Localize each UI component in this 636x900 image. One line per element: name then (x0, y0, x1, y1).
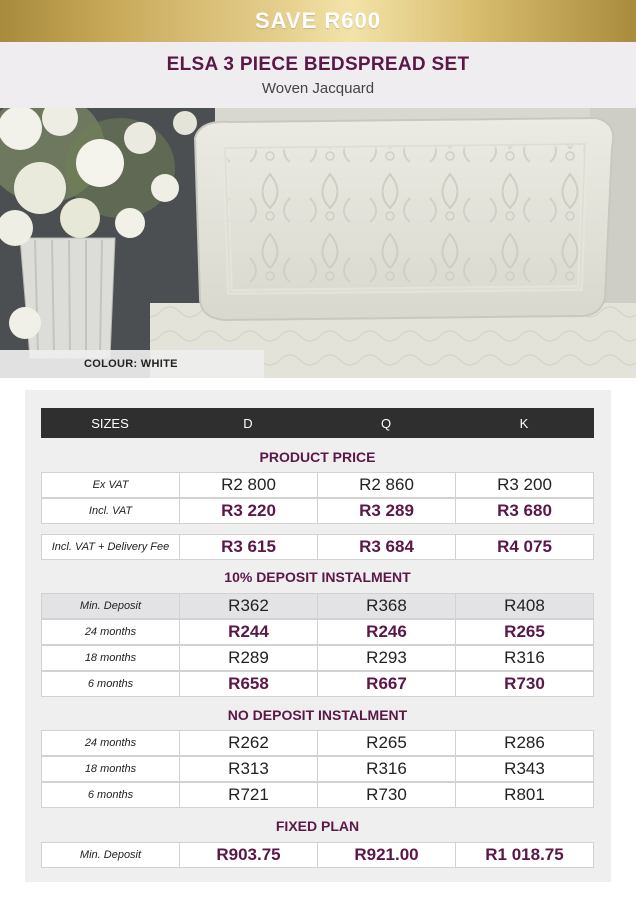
price-q: R667 (317, 671, 456, 697)
price-d: R658 (179, 671, 318, 697)
row-label: Incl. VAT + Delivery Fee (41, 534, 180, 560)
price-q: R2 860 (317, 472, 456, 498)
price-d: R244 (179, 619, 318, 645)
row-label: 6 months (41, 671, 180, 697)
pricing-table (25, 390, 611, 882)
section-product-price: PRODUCT PRICE (259, 449, 376, 465)
price-k: R3 200 (455, 472, 594, 498)
price-k: R730 (455, 671, 594, 697)
price-q: R316 (317, 756, 456, 782)
row-label: Min. Deposit (41, 593, 180, 619)
price-q: R3 289 (317, 498, 456, 524)
price-k: R343 (455, 756, 594, 782)
price-k: R408 (455, 593, 594, 619)
header-sizes: SIZES (91, 415, 129, 431)
price-d: R313 (179, 756, 318, 782)
product-title: ELSA 3 PIECE BEDSPREAD SET (166, 54, 470, 75)
price-d: R903.75 (179, 842, 318, 868)
price-q: R265 (317, 730, 456, 756)
price-k: R801 (455, 782, 594, 808)
product-image (0, 108, 636, 378)
price-d: R3 220 (179, 498, 318, 524)
price-k: R3 680 (455, 498, 594, 524)
banner-text: SAVE R600 (255, 8, 381, 33)
product-subtitle: Woven Jacquard (261, 80, 375, 97)
header-k: K (519, 415, 529, 431)
price-k: R265 (455, 619, 594, 645)
row-label: 18 months (41, 645, 180, 671)
price-d: R262 (179, 730, 318, 756)
table-row (41, 593, 594, 619)
price-k: R316 (455, 645, 594, 671)
table-row (41, 782, 594, 808)
price-q: R293 (317, 645, 456, 671)
row-label: 24 months (41, 619, 180, 645)
price-d: R289 (179, 645, 318, 671)
price-q: R730 (317, 782, 456, 808)
price-k: R1 018.75 (455, 842, 594, 868)
price-d: R3 615 (179, 534, 318, 560)
product-header (0, 42, 636, 108)
price-d: R721 (179, 782, 318, 808)
header-q: Q (380, 415, 392, 431)
table-row (41, 472, 594, 498)
price-q: R246 (317, 619, 456, 645)
price-q: R368 (317, 593, 456, 619)
colour-label: COLOUR: WHITE (0, 350, 264, 378)
header-d: D (243, 415, 253, 431)
row-label: Incl. VAT (41, 498, 180, 524)
table-row (41, 842, 594, 868)
price-d: R362 (179, 593, 318, 619)
price-k: R286 (455, 730, 594, 756)
save-banner (0, 0, 636, 42)
section-no-deposit-instalment: NO DEPOSIT INSTALMENT (227, 707, 408, 723)
price-k: R4 075 (455, 534, 594, 560)
table-row (41, 619, 594, 645)
row-label: Ex VAT (41, 472, 180, 498)
table-row (41, 671, 594, 697)
row-label: 6 months (41, 782, 180, 808)
row-label: 18 months (41, 756, 180, 782)
table-row (41, 645, 594, 671)
section-deposit-instalment: 10% DEPOSIT INSTALMENT (224, 569, 411, 585)
price-q: R3 684 (317, 534, 456, 560)
table-row (41, 498, 594, 524)
table-row (41, 730, 594, 756)
row-label: 24 months (41, 730, 180, 756)
table-row (41, 756, 594, 782)
price-d: R2 800 (179, 472, 318, 498)
price-q: R921.00 (317, 842, 456, 868)
bedspread-illustration (0, 108, 636, 378)
row-label: Min. Deposit (41, 842, 180, 868)
table-header (41, 408, 594, 438)
section-fixed-plan: FIXED PLAN (275, 818, 360, 834)
table-row (41, 534, 594, 560)
